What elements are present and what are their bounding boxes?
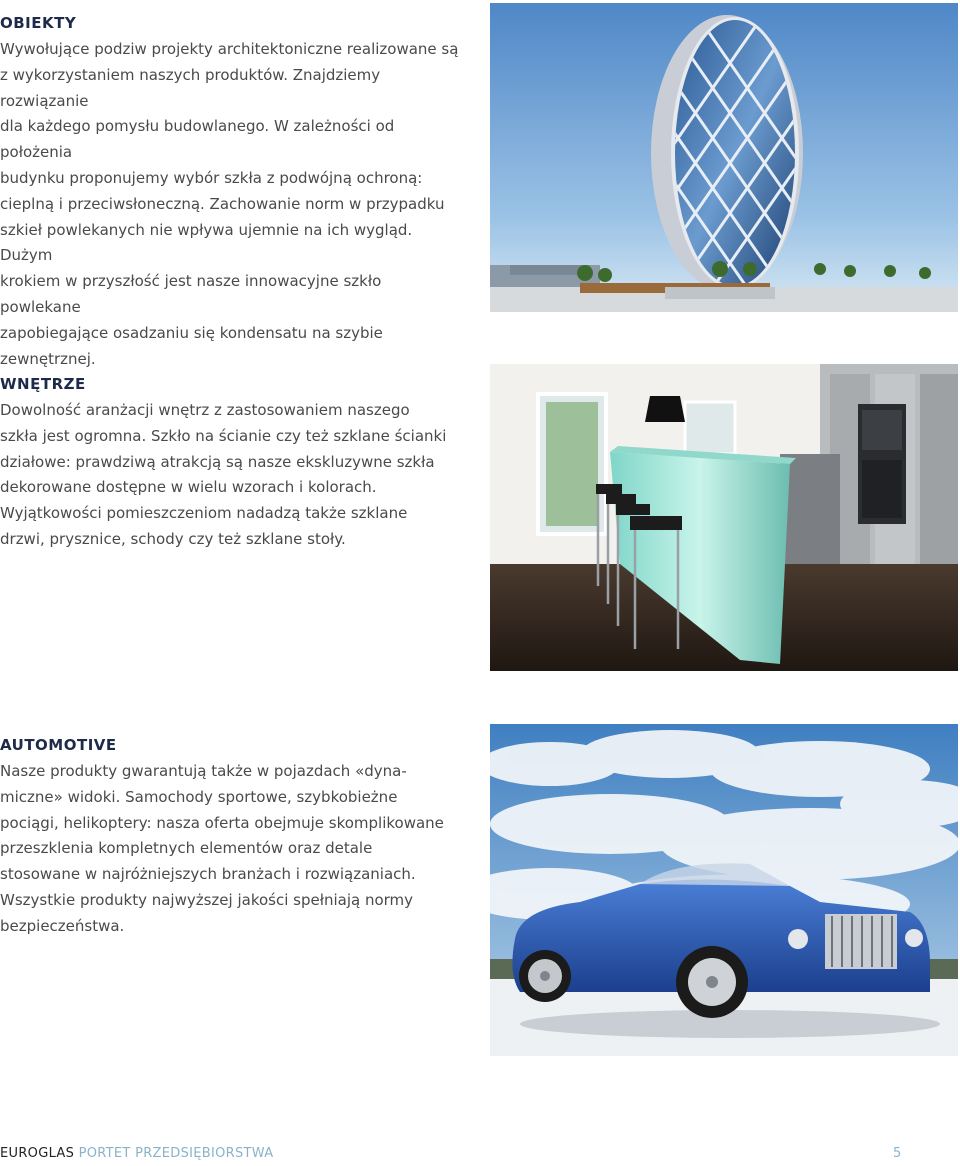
section-body: Dowolność aranżacji wnętrz z zastosowaniem naszego szkła jest ogromna. Szkło na ścianie czy też szklane ścianki działowe: prawdziwą atrakcją są nasze ekskluzywne szkła dekorowane dostępne w wielu wzorach i kolorach. Wyjątkowości pomieszczeniom nadadzą także szklane drzwi, prysznice, schody czy też szklane stoły. (0, 401, 447, 548)
section-body: Wywołujące podziw projekty architektoniczne realizowane są z wykorzystaniem naszych produktów. Znajdziemy rozwiązanie dla każdego pomysłu budowlanego. W zależności od położenia budynku proponujemy wybór szkła z podwójną ochroną: cieplną i przeciwsłoneczną. Zachowanie norm w przypadku szkieł powlekanych nie wpływa ujemnie na ich wygląd. Dużym krokiem w przyszłość jest nasze innowacyjne szkło powlekane zapobiegające osadzaniu się kondensatu na szybie zewnętrznej. (0, 40, 459, 368)
page-footer (0, 1146, 960, 1161)
kitchen-photo (490, 364, 958, 671)
section-wnetrze (0, 375, 460, 553)
section-automotive (0, 736, 460, 940)
car-photo (490, 724, 958, 1056)
footer-brand: EUROGLAS (0, 1146, 75, 1161)
section-obiekty (0, 14, 460, 372)
footer-subtitle: PORTET PRZEDSIĘBIORSTWA (78, 1146, 274, 1161)
building-photo (490, 3, 958, 312)
section-heading: OBIEKTY (0, 14, 77, 32)
section-heading: WNĘTRZE (0, 375, 86, 393)
section-body: Nasze produkty gwarantują także w pojazdach «dyna- miczne» widoki. Samochody sportowe, szybkobieżne pociągi, helikoptery: nasza oferta obejmuje skomplikowane przeszklenia kompletnych elementów oraz detale stosowane w najróżniejszych branżach i rozwiązaniach. Wszystkie produkty najwyższej jakości spełniają normy bezpieczeństwa. (0, 762, 444, 935)
section-heading: AUTOMOTIVE (0, 736, 117, 754)
page-number: 5 (893, 1146, 902, 1161)
